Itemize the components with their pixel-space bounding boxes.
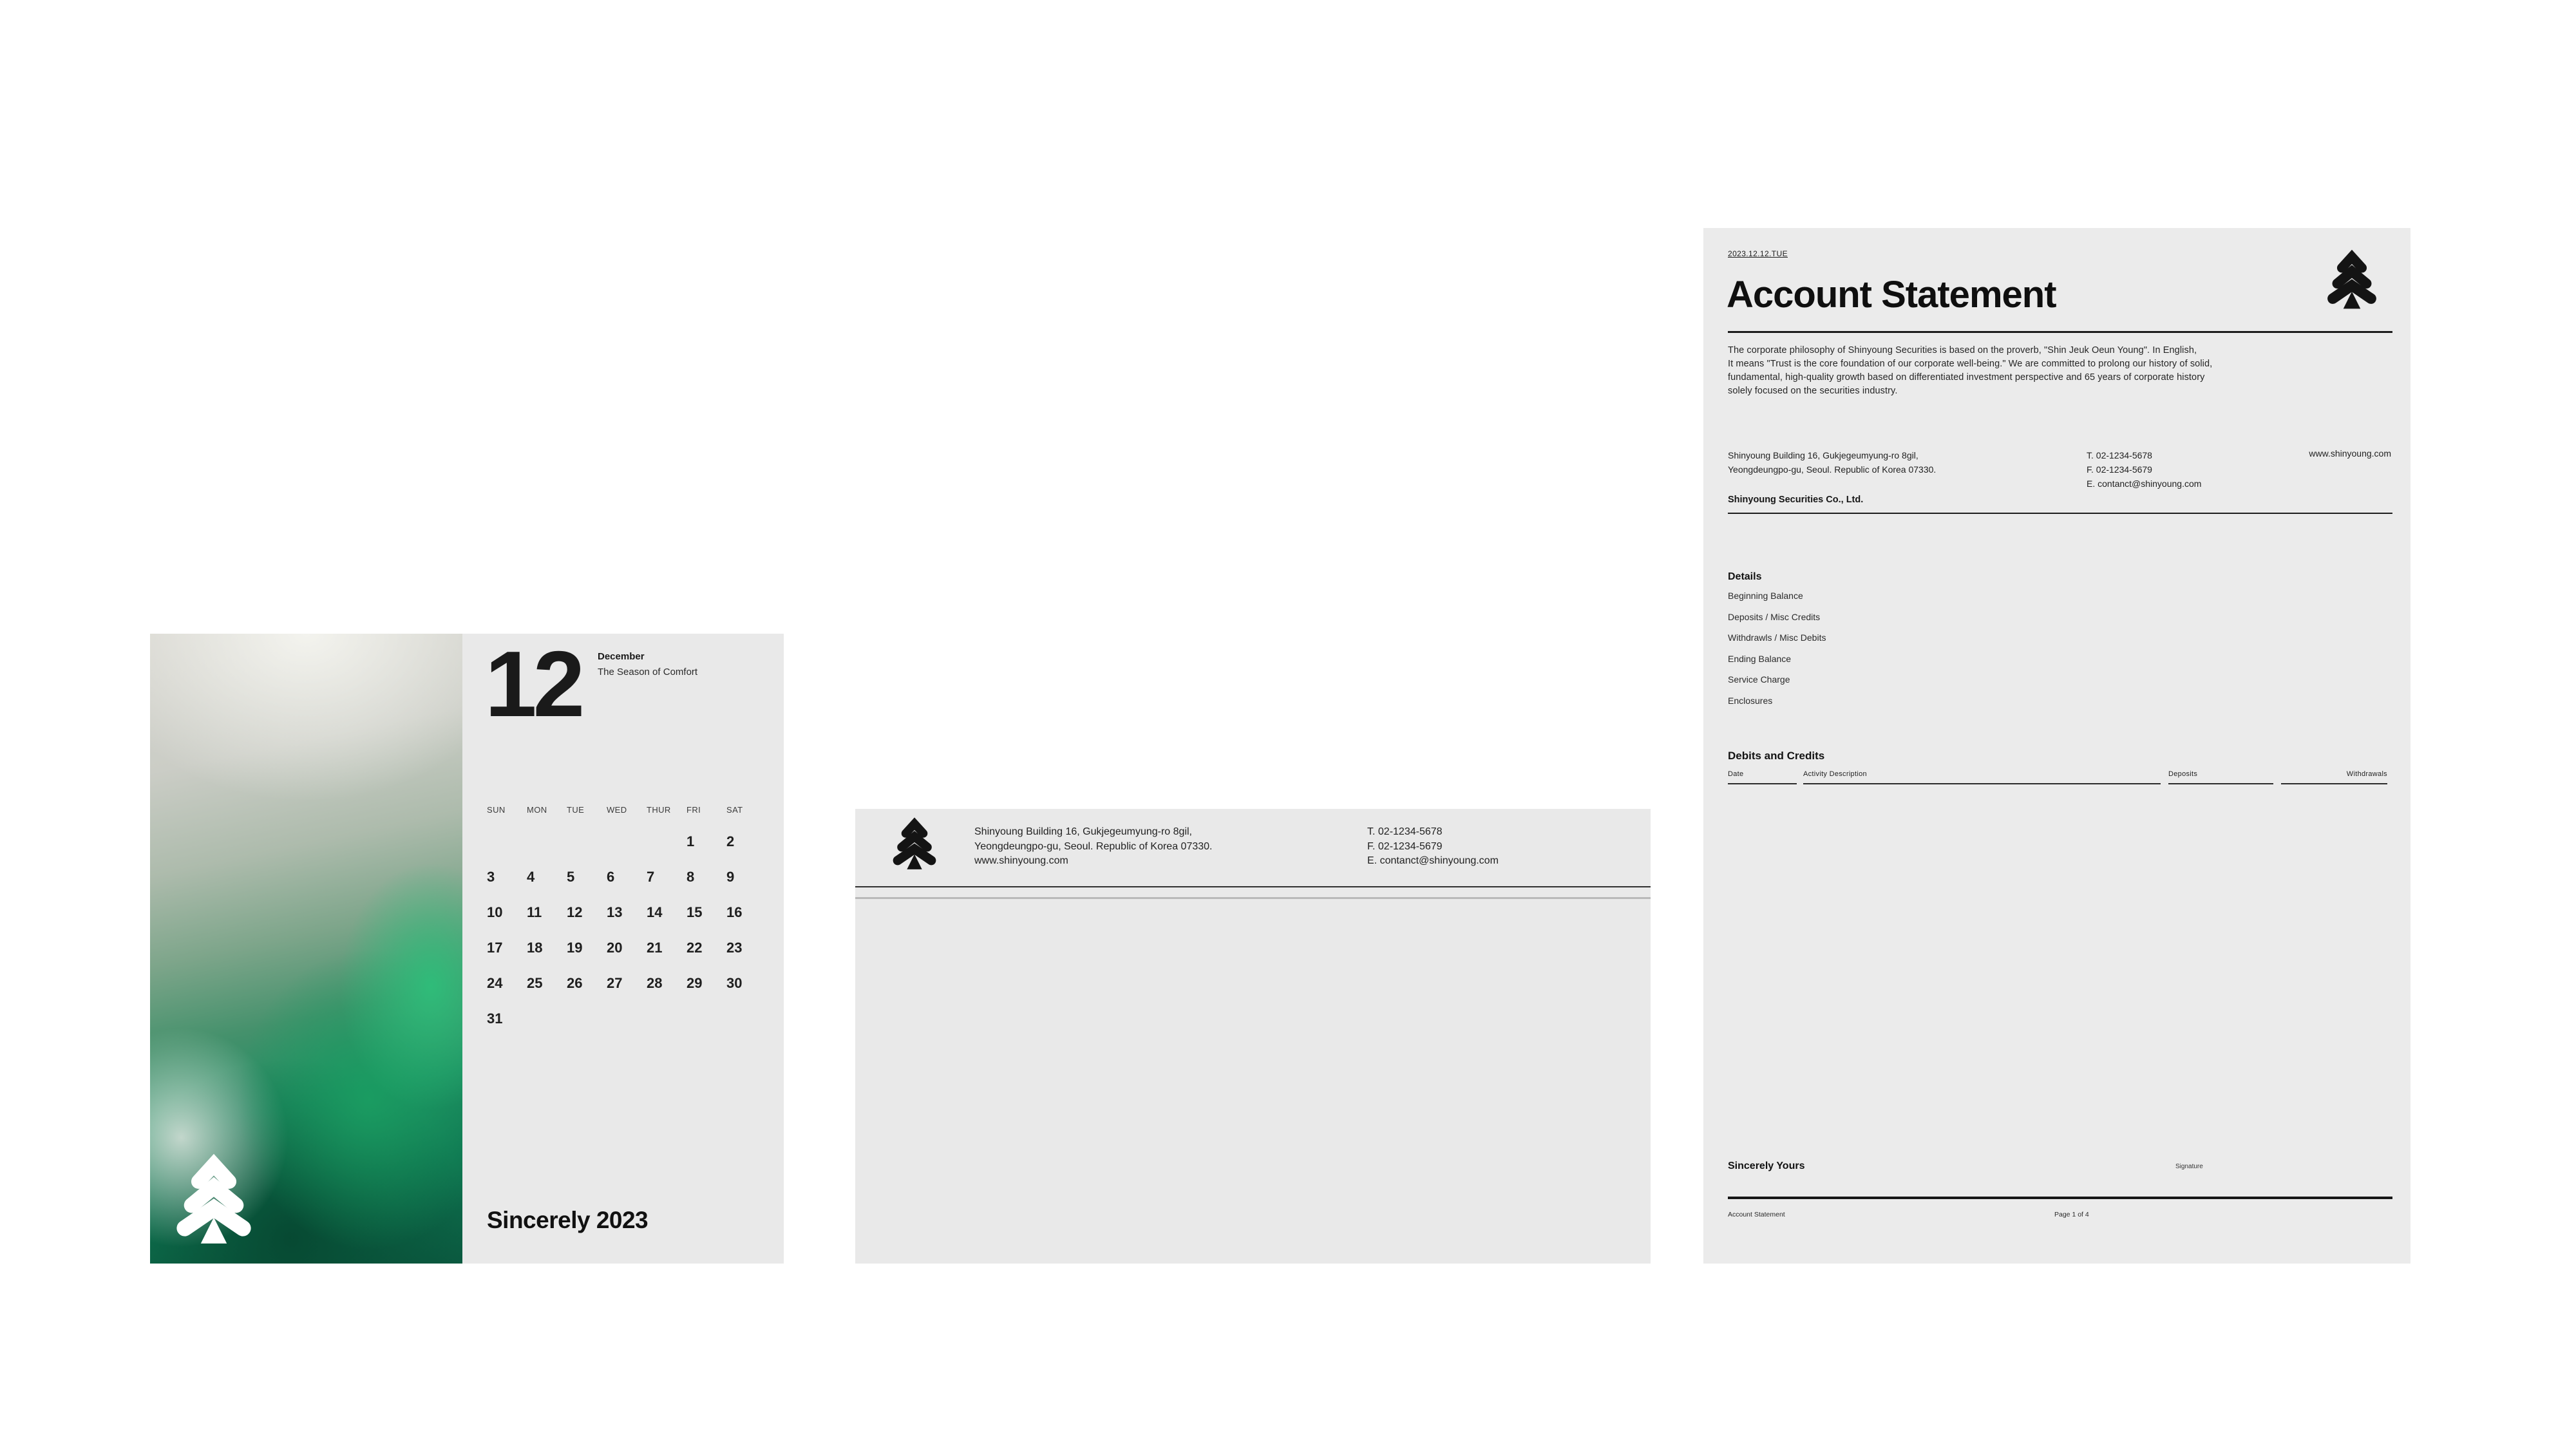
address-line: Shinyoung Building 16, Gukjegeumyung-ro 8gil, [974, 826, 1192, 837]
day-cell [726, 1010, 766, 1046]
address-line: Yeongdeungpo-gu, Seoul. Republic of Korea 07330. [1728, 464, 1937, 475]
day-cell: 30 [726, 975, 743, 991]
column-header-activity: Activity Description [1803, 770, 2161, 784]
details-heading: Details [1728, 571, 1762, 582]
tree-logo-icon [892, 815, 937, 872]
details-list [1728, 591, 1826, 716]
details-item: Beginning Balance [1728, 591, 1803, 601]
intro-line: fundamental, high-quality growth based on differentiated investment perspective and 65 years of corporate history [1728, 372, 2205, 383]
tree-logo-icon [175, 1150, 253, 1248]
divider-gray [855, 897, 1651, 899]
divider-dark [855, 886, 1651, 887]
statement-date: 2023.12.12.TUE [1728, 249, 1788, 258]
day-cell: 6 [607, 869, 615, 885]
weekday-label: TUE [567, 805, 585, 815]
day-cell: 8 [687, 869, 695, 885]
day-cell: 23 [726, 940, 743, 956]
day-cell [647, 833, 687, 869]
weekday-label: SAT [726, 805, 743, 815]
signature-label: Signature [2175, 1163, 2203, 1170]
tree-logo-icon [2326, 247, 2378, 312]
tel-text: T. 02-1234-5678 [2087, 450, 2152, 460]
day-cell [527, 1010, 567, 1046]
day-cell: 9 [726, 869, 735, 885]
day-cell: 3 [487, 869, 495, 885]
day-cell [487, 833, 527, 869]
weekday-label: FRI [687, 805, 701, 815]
envelope-contacts [1367, 825, 1499, 869]
column-header-date: Date [1728, 770, 1797, 784]
column-header-withdrawals: Withdrawals [2281, 770, 2387, 784]
day-cell [687, 1010, 726, 1046]
weekday-label: WED [607, 805, 627, 815]
details-item: Deposits / Misc Credits [1728, 611, 1821, 622]
closing-text: Sincerely Yours [1728, 1160, 1805, 1171]
weekday-label: SUN [487, 805, 506, 815]
day-cell: 21 [647, 940, 663, 956]
envelope-card [855, 809, 1651, 1264]
details-item: Withdrawls / Misc Debits [1728, 632, 1826, 643]
footer-document-name: Account Statement [1728, 1211, 1785, 1218]
fax-text: F. 02-1234-5679 [2087, 464, 2152, 475]
day-cell: 14 [647, 904, 663, 920]
day-cell: 19 [567, 940, 583, 956]
statement-address [1728, 448, 1936, 477]
day-cell: 17 [487, 940, 503, 956]
day-cell [607, 1010, 647, 1046]
column-header-deposits: Deposits [2168, 770, 2273, 784]
day-cell: 18 [527, 940, 543, 956]
day-cell: 28 [647, 975, 663, 991]
day-cell: 20 [607, 940, 623, 956]
day-cell: 16 [726, 904, 743, 920]
day-cell: 2 [726, 833, 735, 849]
weekday-label: MON [527, 805, 547, 815]
footer-page-number: Page 1 of 4 [2054, 1211, 2089, 1218]
address-line: Shinyoung Building 16, Gukjegeumyung-ro 8gil, [1728, 450, 1918, 460]
day-cell [607, 833, 647, 869]
account-statement-card [1703, 228, 2410, 1264]
day-cell: 5 [567, 869, 575, 885]
statement-title: Account Statement [1727, 274, 2056, 316]
calendar-grid [487, 805, 778, 1046]
tel-text: T. 02-1234-5678 [1367, 826, 1443, 837]
footer-divider [1728, 1197, 2392, 1199]
day-cell [567, 1010, 607, 1046]
intro-line: It means "Trust is the core foundation of our corporate well-being." We are committed to prolong our history of solid, [1728, 359, 2213, 369]
section-divider [1728, 513, 2392, 514]
day-cell [647, 1010, 687, 1046]
details-item: Service Charge [1728, 674, 1790, 685]
website-text: www.shinyoung.com [2309, 448, 2391, 459]
day-cell: 15 [687, 904, 703, 920]
day-cell: 4 [527, 869, 535, 885]
month-name: December [598, 651, 645, 662]
month-tagline: The Season of Comfort [598, 667, 698, 677]
day-cell: 31 [487, 1010, 503, 1027]
details-item: Enclosures [1728, 695, 1773, 706]
day-cell: 22 [687, 940, 703, 956]
calendar-card [150, 634, 784, 1264]
weekday-row [487, 805, 778, 817]
day-cell: 11 [527, 904, 542, 920]
day-cell: 29 [687, 975, 703, 991]
day-cell: 27 [607, 975, 623, 991]
email-text: E. contanct@shinyoung.com [2087, 478, 2202, 489]
calendar-footer-text: Sincerely 2023 [487, 1207, 649, 1233]
day-cell: 12 [567, 904, 583, 920]
weekday-label: THUR [647, 805, 671, 815]
debits-credits-heading: Debits and Credits [1728, 750, 1825, 762]
statement-contacts [2087, 448, 2201, 491]
company-name: Shinyoung Securities Co., Ltd. [1728, 495, 1864, 505]
title-divider [1728, 331, 2392, 333]
day-grid [487, 833, 778, 1046]
day-cell [567, 833, 607, 869]
details-item: Ending Balance [1728, 653, 1792, 664]
fax-text: F. 02-1234-5679 [1367, 840, 1443, 852]
statement-intro [1728, 344, 2212, 398]
day-cell: 26 [567, 975, 583, 991]
address-line: Yeongdeungpo-gu, Seoul. Republic of Korea 07330. [974, 840, 1213, 852]
day-cell: 13 [607, 904, 623, 920]
envelope-address [974, 825, 1212, 869]
website-text: www.shinyoung.com [974, 855, 1068, 866]
day-cell: 1 [687, 833, 695, 849]
day-cell: 24 [487, 975, 503, 991]
intro-line: solely focused on the securities industry. [1728, 386, 1898, 396]
day-cell: 10 [487, 904, 503, 920]
day-cell: 25 [527, 975, 543, 991]
intro-line: The corporate philosophy of Shinyoung Securities is based on the proverb, "Shin Jeuk Oeun Young". In English, [1728, 345, 2197, 355]
day-cell: 7 [647, 869, 655, 885]
month-number: 12 [485, 632, 582, 736]
day-cell [527, 833, 567, 869]
email-text: E. contanct@shinyoung.com [1367, 855, 1499, 866]
